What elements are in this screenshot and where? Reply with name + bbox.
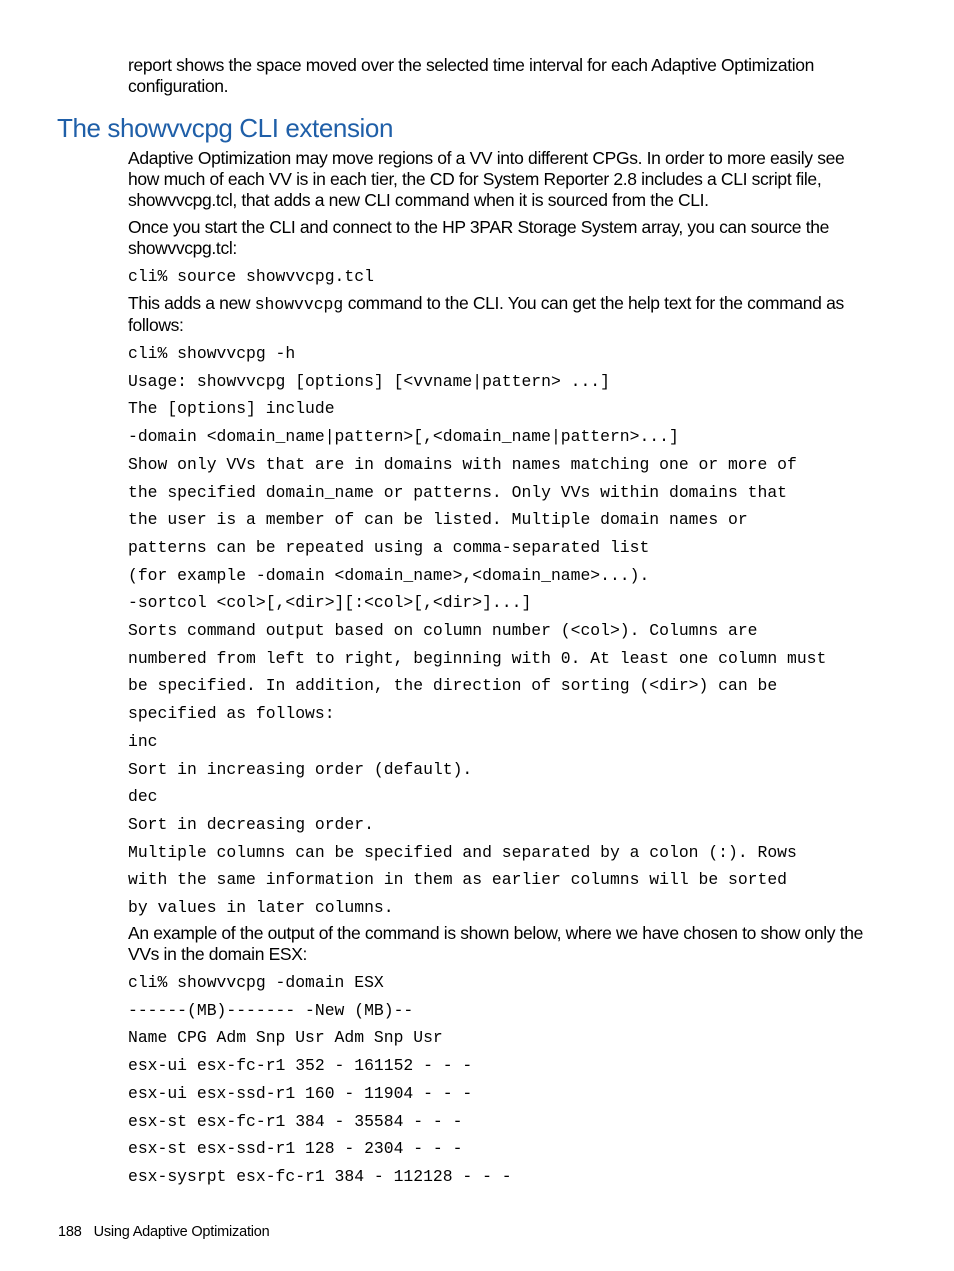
inline-command-name: showvvcpg [254,295,344,314]
help-intro-text-after: command to the CLI. You can get the help text for the command as follows: [128,293,844,335]
help-code-line: Sorts command output based on column number (<col>). Columns are [128,621,758,640]
page-number: 188 [58,1224,82,1240]
help-code-line: inc [128,731,158,751]
paragraph-overview: Adaptive Optimization may move regions of a VV into different CPGs. In order to more easily see how much of each VV is in each tier, the CD for System Reporter 2.8 includes a CLI script file, showvvcpg.tcl, that adds a new CLI command when it is sourced from the CLI. [128,148,845,210]
help-code-line: numbered from left to right, beginning with 0. At least one column must [128,648,827,668]
help-code-line: by values in later columns. [128,898,394,917]
help-code-line: -domain <domain_name|pattern>[,<domain_name|pattern>...] [128,427,679,447]
help-code-line: Sort in decreasing order. [128,814,374,834]
intro-paragraph: report shows the space moved over the selected time interval for each Adaptive Optimization configuration. [128,55,815,96]
help-code-line: The [options] include [128,399,335,419]
paragraph-help-intro [128,293,873,336]
help-code-line: cli% showvvcpg -h [128,344,296,363]
help-code-line: (for example -domain <domain_name>,<domain_name>...). [128,565,650,585]
example-output-line: esx-ui esx-ssd-r1 160 - 11904 - - - [128,1083,473,1103]
example-output-line: ------(MB)------- -New (MB)-- [128,1000,414,1020]
help-code-line: -sortcol <col>[,<dir>][:<col>[,<dir>]...] [128,593,532,613]
paragraph-source-instructions: Once you start the CLI and connect to the HP 3PAR Storage System array, you can source the showvvcpg.tcl: [128,217,829,258]
section-title: The showvvcpg CLI extension [57,113,394,143]
help-code-line: Usage: showvvcpg [options] [<vvname|pattern> ...] [128,371,610,391]
paragraph-example-intro: An example of the output of the command is shown below, where we have chosen to show only the VVs in the domain ESX: [128,923,863,964]
page-footer [58,1222,270,1242]
help-code-line: the specified domain_name or patterns. Only VVs within domains that [128,482,788,502]
help-code-line: Show only VVs that are in domains with names matching one or more of [128,454,797,474]
example-output-line: cli% showvvcpg -domain ESX [128,973,384,992]
example-output-line: esx-st esx-fc-r1 384 - 35584 - - - [128,1111,463,1131]
example-output-line: Name CPG Adm Snp Usr Adm Snp Usr [128,1028,443,1048]
help-code-line: Sort in increasing order (default). [128,759,473,779]
help-code-line: be specified. In addition, the direction of sorting (<dir>) can be [128,676,778,696]
help-code-line: the user is a member of can be listed. Multiple domain names or [128,510,748,530]
help-code-line: with the same information in them as earlier columns will be sorted [128,870,788,890]
code-source-command: cli% source showvvcpg.tcl [128,267,374,286]
help-code-line: patterns can be repeated using a comma-separated list [128,537,650,557]
help-code-line: dec [128,787,158,807]
example-output-line: esx-ui esx-fc-r1 352 - 161152 - - - [128,1056,473,1076]
example-output-line: esx-sysrpt esx-fc-r1 384 - 112128 - - - [128,1166,512,1186]
help-code-line: specified as follows: [128,704,335,724]
example-output-line: esx-st esx-ssd-r1 128 - 2304 - - - [128,1139,463,1159]
footer-chapter-title: Using Adaptive Optimization [93,1224,270,1240]
help-code-line: Multiple columns can be specified and separated by a colon (:). Rows [128,842,797,862]
help-intro-text-before: This adds a new [128,293,255,313]
